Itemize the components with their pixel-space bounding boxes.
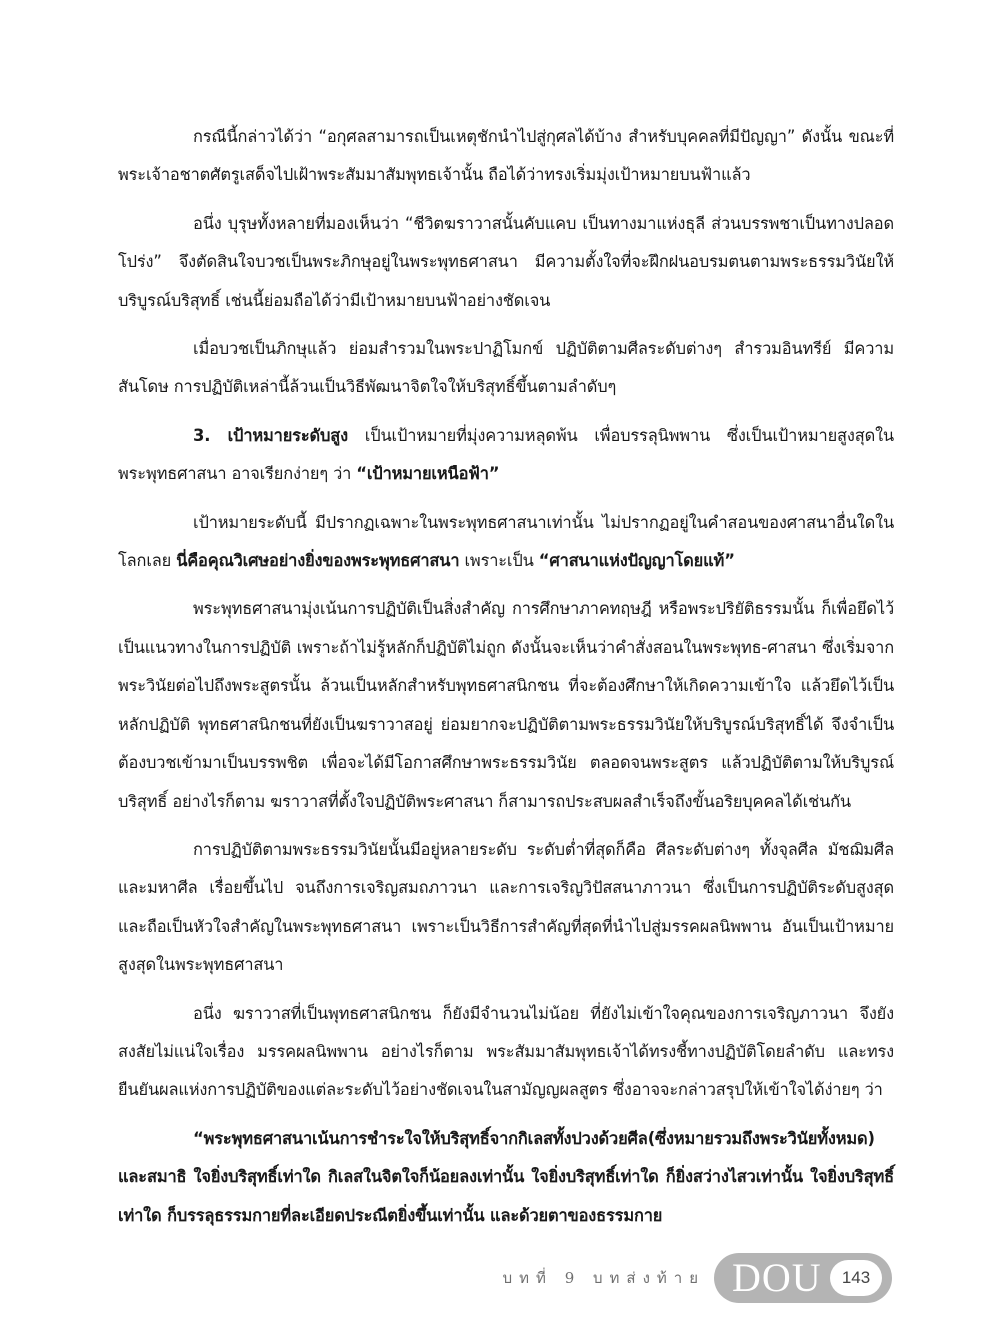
- paragraph-3: เมื่อบวชเป็นภิกษุแล้ว ย่อมสำรวมในพระปาฏิโมกข์ ปฏิบัติตามศีลระดับต่างๆ สำรวมอินทรีย์ มีความสันโดษ การปฏิบัติเหล่านี้ล้วนเป็นวิธีพัฒนาจิตใจให้บริสุทธิ์ขึ้นตามลำดับๆ: [118, 339, 894, 397]
- paragraph-5-emphasis: นี่คือคุณวิเศษอย่างยิ่งของพระพุทธศาสนา: [176, 551, 460, 571]
- paragraph-5-text-2: เพราะเป็น: [459, 551, 539, 571]
- page-footer: [0, 1248, 1000, 1308]
- paragraph-8: อนึ่ง ฆราวาสที่เป็นพุทธศาสนิกชน ก็ยังมีจำนวนไม่น้อย ที่ยังไม่เข้าใจคุณของการเจริญภาวนา จึงยังสงสัยไม่แน่ใจเรื่อง มรรคผลนิพพาน อย่างไรก็ตาม พระสัมมาสัมพุทธเจ้าได้ทรงชี้ทางปฏิบัติโดยลำดับ และทรงยืนยันผลแห่งการปฏิบัติของแต่ละระดับไว้อย่างชัดเจนในสามัญญผลสูตร ซึ่งอาจจะกล่าวสรุปให้เข้าใจได้ง่ายๆ ว่า: [118, 1003, 894, 1100]
- paragraph-4: [118, 417, 894, 494]
- paragraph-6: พระพุทธศาสนามุ่งเน้นการปฏิบัติเป็นสิ่งสำคัญ การศึกษาภาคทฤษฎี หรือพระปริยัติธรรมนั้น ก็เพื่อยึดไว้เป็นแนวทางในการปฏิบัติ เพราะถ้าไม่รู้หลักก็ปฏิบัติไม่ถูก ดังนั้นจะเห็นว่าคำสั่งสอนในพระพุทธ-ศาสนา ซึ่งเริ่มจากพระวินัยต่อไปถึงพระสูตรนั้น ล้วนเป็นหลักสำหรับพุทธศาสนิกชน ที่จะต้องศึกษาให้เกิดความเข้าใจ แล้วยึดไว้เป็นหลักปฏิบัติ พุทธศาสนิกชนที่ยังเป็นฆราวาสอยู่ ย่อมยากจะปฏิบัติตามพระธรรมวินัยให้บริบูรณ์บริสุทธิ์ได้ จึงจำเป็นต้องบวชเข้ามาเป็นบรรพชิต เพื่อจะได้มีโอกาสศึกษาพระธรรมวินัย ตลอดจนพระสูตร แล้วปฏิบัติตามให้บริบูรณ์บริสุทธิ์ อย่างไรก็ตาม ฆราวาสที่ตั้งใจปฏิบัติพระศาสนา ก็สามารถประสบผลสำเร็จถึงขั้นอริยบุคคลได้เช่นกัน: [118, 599, 894, 811]
- bold-quote: “พระพุทธศาสนาเน้นการชำระใจให้บริสุทธิ์จากกิเลสทั้งปวงด้วยศีล(ซึ่งหมายรวมถึงพระวินัยทั้งหมด) และสมาธิ ใจยิ่งบริสุทธิ์เท่าใด กิเลสในจิตใจก็น้อยลงเท่านั้น ใจยิ่งบริสุทธิ์เท่าใด ก็ยิ่งสว่างไสวเท่านั้น ใจยิ่งบริสุทธิ์เท่าใด ก็บรรลุธรรมกายที่ละเอียดประณีตยิ่งขึ้นเท่านั้น และด้วยตาของธรรมกาย: [118, 1128, 894, 1225]
- chapter-title: บทที่ 9 บทส่งท้าย: [502, 1269, 705, 1287]
- dou-logo: DOU: [732, 1255, 822, 1300]
- page-badge: [714, 1253, 892, 1303]
- paragraph-5-text: เป้าหมายระดับนี้ มีปรากฏเฉพาะในพระพุทธศาสนาเท่านั้น ไม่ปรากฏอยู่ในคำสอนของศาสนาอื่นใดในโลกเลย: [118, 512, 894, 571]
- paragraph-5: [118, 504, 894, 581]
- section-heading-3: 3. เป้าหมายระดับสูง: [193, 425, 348, 445]
- paragraph-7: การปฏิบัติตามพระธรรมวินัยนั้นมีอยู่หลายระดับ ระดับต่ำที่สุดก็คือ ศีลระดับต่างๆ ทั้งจุลศีล มัชฌิมศีล และมหาศีล เรื่อยขึ้นไป จนถึงการเจริญสมถภาวนา และการเจริญวิปัสสนาภาวนา ซึ่งเป็นการปฏิบัติระดับสูงสุด และถือเป็นหัวใจสำคัญในพระพุทธศาสนา เพราะเป็นวิธีการสำคัญที่สุดที่นำไปสู่มรรคผลนิพพาน อันเป็นเป้าหมายสูงสุดในพระพุทธศาสนา: [118, 839, 894, 975]
- paragraph-4-text: เป็นเป้าหมายที่มุ่งความหลุดพ้น เพื่อบรรลุนิพพาน ซึ่งเป็นเป้าหมายสูงสุดในพระพุทธศาสนา อาจเรียกง่ายๆ ว่า: [118, 425, 894, 484]
- page-body: [118, 118, 894, 1245]
- paragraph-1: กรณีนี้กล่าวได้ว่า “อกุศลสามารถเป็นเหตุชักนำไปสู่กุศลได้บ้าง สำหรับบุคคลที่มีปัญญา” ดังนั้น ขณะที่พระเจ้าอชาตศัตรูเสด็จไปเฝ้าพระสัมมาสัมพุทธเจ้านั้น ถือได้ว่าทรงเริ่มมุ่งเป้าหมายบนฟ้าแล้ว: [118, 127, 894, 185]
- page-number: 143: [830, 1260, 882, 1296]
- paragraph-4-emphasis: “เป้าหมายเหนือฟ้า”: [356, 464, 500, 484]
- paragraph-2: อนึ่ง บุรุษทั้งหลายที่มองเห็นว่า “ชีวิตฆราวาสนั้นคับแคบ เป็นทางมาแห่งธุลี ส่วนบรรพชาเป็นทางปลอดโปร่ง” จึงตัดสินใจบวชเป็นพระภิกษุอยู่ในพระพุทธศาสนา มีความตั้งใจที่จะฝึกฝนอบรมตนตามพระธรรมวินัยให้บริบูรณ์บริสุทธิ์ เช่นนี้ย่อมถือได้ว่ามีเป้าหมายบนฟ้าอย่างชัดเจน: [118, 213, 894, 310]
- paragraph-5-emphasis-2: “ศาสนาแห่งปัญญาโดยแท้”: [538, 551, 735, 571]
